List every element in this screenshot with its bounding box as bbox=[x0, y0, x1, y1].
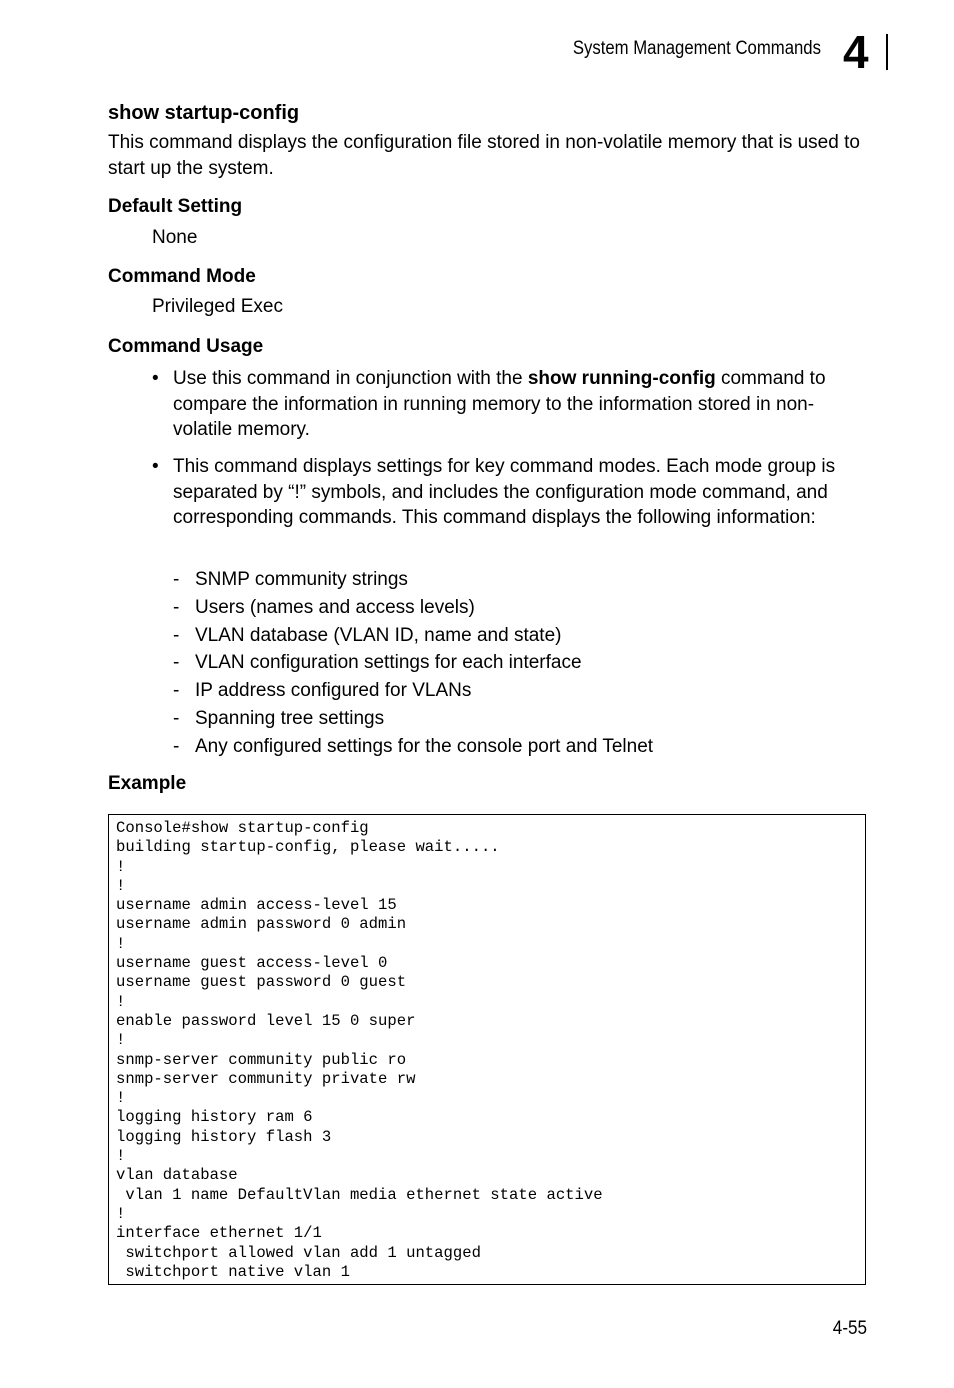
list-item-text: IP address configured for VLANs bbox=[195, 680, 472, 702]
section-title: show startup-config bbox=[108, 102, 300, 124]
code-line: ! bbox=[116, 992, 126, 1011]
list-item bbox=[173, 677, 653, 705]
list-item-text: VLAN configuration settings for each interface bbox=[195, 652, 582, 674]
code-line: snmp-server community private rw bbox=[116, 1069, 416, 1088]
code-example-box bbox=[108, 814, 866, 1285]
dash-mark: - bbox=[173, 735, 180, 757]
code-line: switchport native vlan 1 bbox=[116, 1262, 350, 1281]
code-line: vlan 1 name DefaultVlan media ethernet state active bbox=[116, 1185, 603, 1204]
code-line: ! bbox=[116, 876, 126, 895]
list-item-text: Any configured settings for the console port and Telnet bbox=[195, 735, 654, 757]
code-line: ! bbox=[116, 1031, 126, 1050]
code-line: interface ethernet 1/1 bbox=[116, 1224, 322, 1243]
code-line: Console#show startup-config bbox=[116, 819, 369, 837]
bullet-mark: • bbox=[152, 456, 159, 477]
code-line: ! bbox=[116, 857, 126, 876]
dash-mark: - bbox=[173, 680, 180, 702]
code-line: logging history ram 6 bbox=[116, 1108, 313, 1127]
command-mode-heading: Command Mode bbox=[108, 266, 256, 287]
list-item bbox=[173, 649, 653, 677]
code-line: ! bbox=[116, 1204, 126, 1223]
chapter-rule bbox=[886, 34, 888, 70]
code-line: enable password level 15 0 super bbox=[116, 1011, 416, 1030]
code-line: ! bbox=[116, 934, 126, 953]
example-heading: Example bbox=[108, 773, 187, 794]
code-line: vlan database bbox=[116, 1166, 238, 1185]
list-item bbox=[173, 622, 653, 650]
code-line: username admin password 0 admin bbox=[116, 915, 407, 934]
code-line: ! bbox=[116, 1147, 126, 1166]
usage-bullet-2-text: This command displays settings for key command modes. Each mode group is separated by “!” symbols, and includes the configuration mode command, and corresponding commands. This command displays the following information: bbox=[173, 456, 836, 528]
usage-bullet-1-suffix: command to compare the information in running memory to the information stored in non-volatile memory. bbox=[173, 368, 826, 440]
usage-bullet-1-command: show running-config bbox=[527, 368, 716, 389]
usage-bullet-1-prefix: Use this command in conjunction with the bbox=[173, 368, 528, 389]
default-setting-heading: Default Setting bbox=[108, 196, 243, 217]
usage-bullet-1-text bbox=[173, 366, 868, 443]
list-item bbox=[173, 594, 653, 622]
code-line: building startup-config, please wait..... bbox=[116, 838, 500, 857]
code-line: switchport allowed vlan add 1 untagged bbox=[116, 1243, 481, 1262]
code-line: username guest password 0 guest bbox=[116, 973, 407, 992]
list-item-text: Users (names and access levels) bbox=[195, 596, 475, 618]
bullet-mark: • bbox=[152, 368, 159, 389]
list-item-text: SNMP community strings bbox=[195, 569, 408, 590]
code-line: ! bbox=[116, 1089, 126, 1108]
chapter-number: 4 bbox=[843, 26, 869, 78]
default-setting-value: None bbox=[152, 227, 198, 248]
command-usage-heading: Command Usage bbox=[108, 336, 264, 357]
dash-mark: - bbox=[173, 652, 180, 674]
section-description: This command displays the configuration file stored in non-volatile memory that is used to start up the system. bbox=[108, 132, 860, 179]
list-item bbox=[173, 705, 653, 733]
code-line: username guest access-level 0 bbox=[116, 954, 388, 973]
list-item bbox=[173, 733, 653, 761]
list-item-text: Spanning tree settings bbox=[195, 707, 385, 729]
usage-bullet-1 bbox=[152, 366, 868, 443]
list-item-text: VLAN database (VLAN ID, name and state) bbox=[195, 624, 562, 646]
page-number: 4-55 bbox=[832, 1318, 867, 1339]
code-line: snmp-server community public ro bbox=[116, 1050, 407, 1069]
dash-mark: - bbox=[173, 569, 180, 590]
dash-mark: - bbox=[173, 596, 180, 618]
info-list bbox=[173, 566, 653, 761]
code-line: username admin access-level 15 bbox=[116, 896, 397, 915]
command-mode-value: Privileged Exec bbox=[152, 296, 283, 317]
code-line: logging history flash 3 bbox=[116, 1127, 332, 1146]
dash-mark: - bbox=[173, 707, 180, 729]
dash-mark: - bbox=[173, 624, 180, 646]
running-header: System Management Commands bbox=[572, 38, 821, 59]
usage-bullet-2 bbox=[152, 454, 868, 531]
list-item bbox=[173, 566, 653, 594]
